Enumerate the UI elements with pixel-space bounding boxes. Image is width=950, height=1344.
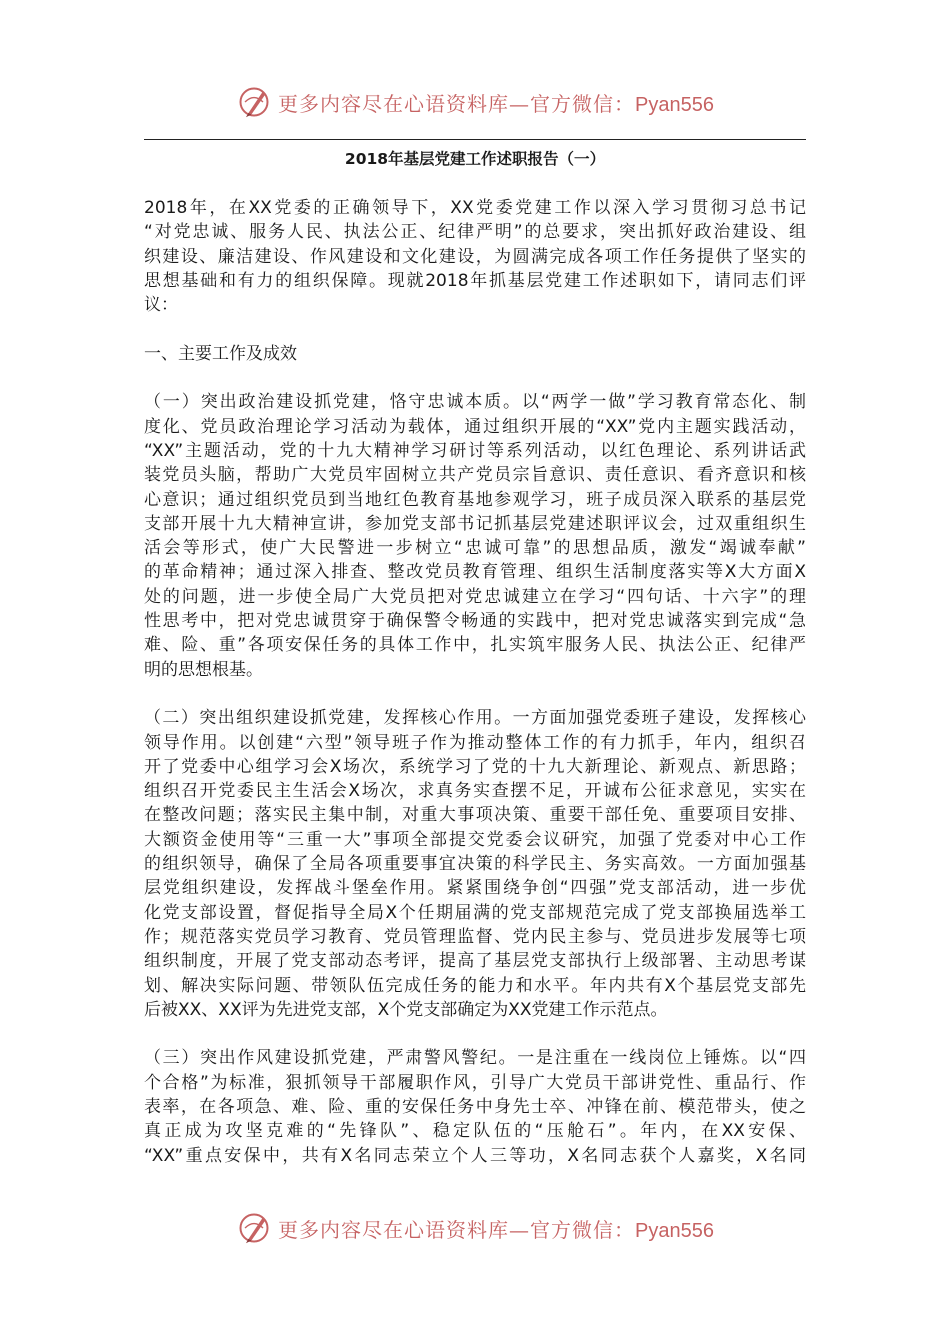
text-line: 明的思想根基。 bbox=[144, 659, 263, 680]
text-line: 组织制度，开展了党支部动态考评，提高了基层党支部执行上级部署、主动思考谋 bbox=[144, 951, 806, 972]
text-line: （一）突出政治建设抓党建，恪守忠诚本质。以“两学一做”学习教育常态化、制 bbox=[144, 392, 806, 413]
paragraph-political bbox=[144, 390, 806, 682]
text-line: 划、解决实际问题、带领队伍完成任务的能力和水平。年内共有X个基层党支部先 bbox=[144, 975, 806, 996]
text-line: “对党忠诚、服务人民、执法公正、纪律严明”的总要求，突出抓好政治建设、组 bbox=[144, 222, 806, 243]
text-line: 开了党委中心组学习会X场次，系统学习了党的十九大新理论、新观点、新思路； bbox=[144, 756, 806, 777]
text-line: 大额资金使用等“三重一大”事项全部提交党委会议研究，加强了党委对中心工作 bbox=[144, 829, 806, 850]
header-rule bbox=[144, 139, 806, 140]
page-title: 2018年基层党建工作述职报告（一） bbox=[344, 150, 606, 168]
text-line: 化党支部设置，督促指导全局X个任期届满的党支部规范完成了党支部换届选举工 bbox=[144, 902, 806, 923]
text-line: 织建设、廉洁建设、作风建设和文化建设，为圆满完成各项工作任务提供了坚实的 bbox=[144, 246, 806, 267]
text-line: 一、主要工作及成效 bbox=[144, 343, 297, 364]
text-line: （二）突出组织建设抓党建，发挥核心作用。一方面加强党委班子建设，发挥核心 bbox=[144, 708, 806, 729]
text-line: （三）突出作风建设抓党建，严肃警风警纪。一是注重在一线岗位上锤炼。以“四 bbox=[144, 1048, 806, 1069]
paragraph-organization bbox=[144, 706, 806, 1022]
text-line: 的革命精神；通过深入排查、整改党员教育管理、组织生活制度落实等X大方面X bbox=[144, 562, 806, 583]
section-heading bbox=[144, 342, 806, 366]
text-line: 表率，在各项急、难、险、重的安保任务中身先士卒、冲锋在前、模范带头，使之 bbox=[144, 1096, 806, 1117]
text-line: 的组织领导，确保了全局各项重要事宜决策的科学民主、务实高效。一方面加强基 bbox=[144, 854, 806, 875]
pen-logo-icon bbox=[236, 1210, 272, 1246]
text-line: 组织召开党委民主生活会X场次，求真务实查摆不足，开诚布公征求意见，实实在 bbox=[144, 781, 806, 802]
text-line: 思想基础和有力的组织保障。现就2018年抓基层党建工作述职如下，请同志们评 bbox=[144, 270, 806, 291]
watermark-text: 更多内容尽在心语资料库—官方微信：Pyan556 bbox=[278, 91, 714, 116]
text-line: 领导作用。以创建“六型”领导班子作为推动整体工作的有力抓手，年内，组织召 bbox=[144, 732, 806, 753]
text-line: 处的问题，进一步使全局广大党员把对党忠诚建立在学习“四句话、十六字”的理 bbox=[144, 586, 806, 607]
text-line: 性思考中，把对党忠诚贯穿于确保警令畅通的实践中，把对党忠诚落实到完成“急 bbox=[144, 611, 806, 632]
text-line: 层党组织建设，发挥战斗堡垒作用。紧紧围绕争创“四强”党支部活动，进一步优 bbox=[144, 878, 806, 899]
text-line: 议： bbox=[144, 295, 178, 316]
pen-logo-icon bbox=[236, 84, 272, 120]
paragraph-intro bbox=[144, 196, 806, 317]
text-line: 在整改问题；落实民主集中制，对重大事项决策、重要干部任免、重要项目安排、 bbox=[144, 805, 806, 826]
text-line: 心意识；通过组织党员到当地红色教育基地参观学习，班子成员深入联系的基层党 bbox=[144, 489, 806, 510]
document-body bbox=[144, 196, 806, 1168]
text-line: 后被XX、XX评为先进党支部，X个党支部确定为XX党建工作示范点。 bbox=[144, 999, 668, 1020]
paragraph-conduct bbox=[144, 1046, 806, 1167]
watermark-footer bbox=[0, 1208, 950, 1248]
text-line: 真正成为攻坚克难的“先锋队”、稳定队伍的“压舱石”。年内，在XX安保、 bbox=[144, 1121, 806, 1142]
text-line: 活会等形式，使广大民警进一步树立“忠诚可靠”的思想品质，激发“竭诚奉献” bbox=[144, 538, 806, 559]
text-line: 度化、党员政治理论学习活动为载体，通过组织开展的“XX”党内主题实践活动， bbox=[144, 416, 806, 437]
text-line: “XX”主题活动，党的十九大精神学习研讨等系列活动，以红色理论、系列讲话武 bbox=[144, 440, 806, 461]
text-line: 支部开展十九大精神宣讲，参加党支部书记抓基层党建述职评议会，过双重组织生 bbox=[144, 513, 806, 534]
text-line: 2018年，在XX党委的正确领导下，XX党委党建工作以深入学习贯彻习总书记 bbox=[144, 198, 806, 218]
text-line: “XX”重点安保中，共有X名同志荣立个人三等功，X名同志获个人嘉奖，X名同 bbox=[144, 1145, 806, 1166]
text-line: 难、险、重”各项安保任务的具体工作中，扎实筑牢服务人民、执法公正、纪律严 bbox=[144, 635, 806, 656]
watermark-header bbox=[0, 82, 950, 122]
text-line: 个合格”为标准，狠抓领导干部履职作风，引导广大党员干部讲党性、重品行、作 bbox=[144, 1072, 806, 1093]
text-line: 作；规范落实党员学习教育、党员管理监督、党内民主参与、党员进步发展等七项 bbox=[144, 926, 806, 947]
watermark-text: 更多内容尽在心语资料库—官方微信：Pyan556 bbox=[278, 1217, 714, 1242]
text-line: 装党员头脑，帮助广大党员牢固树立共产党员宗旨意识、责任意识、看齐意识和核 bbox=[144, 465, 806, 486]
